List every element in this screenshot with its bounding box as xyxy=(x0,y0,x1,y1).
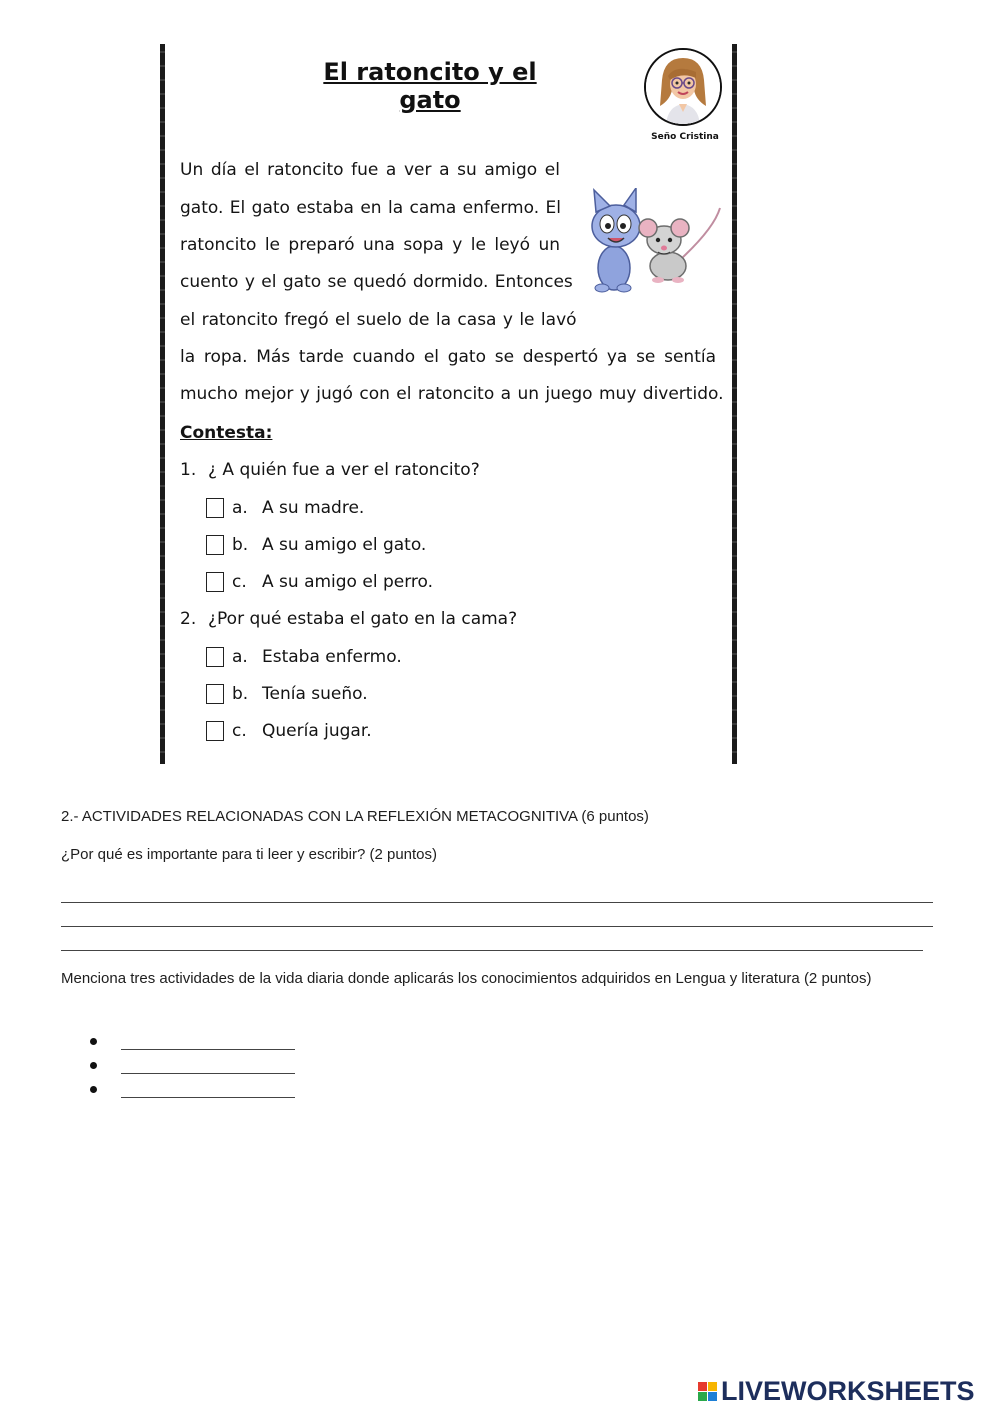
story-line: mucho mejor y jugó con el ratoncito a un juego muy divertido. xyxy=(180,384,724,404)
story-line: cuento y el gato se quedó dormido. Entonces xyxy=(180,272,573,292)
option-text: Tenía sueño. xyxy=(262,684,368,704)
teacher-avatar xyxy=(644,48,722,126)
story-line: gato. El gato estaba en la cama enfermo. El xyxy=(180,198,561,218)
option-text: A su amigo el gato. xyxy=(262,535,427,555)
option-1b[interactable] xyxy=(206,533,426,557)
cat-and-mouse-illustration xyxy=(584,188,724,298)
option-text: A su madre. xyxy=(262,498,365,518)
option-letter: c. xyxy=(232,721,247,741)
bullet-icon xyxy=(90,1086,97,1093)
logo-cube-cell xyxy=(698,1392,707,1401)
logo-cube-cell xyxy=(708,1392,717,1401)
option-text: Estaba enfermo. xyxy=(262,647,402,667)
card-left-border xyxy=(160,44,165,764)
checkbox[interactable] xyxy=(206,535,224,555)
question-number: 2. xyxy=(180,609,197,629)
reading-card xyxy=(160,44,740,764)
checkbox[interactable] xyxy=(206,721,224,741)
logo-cube-cell xyxy=(708,1382,717,1391)
option-letter: b. xyxy=(232,684,249,704)
option-1c[interactable] xyxy=(206,570,433,594)
story-line: la ropa. Más tarde cuando el gato se despertó ya se sentía xyxy=(180,347,716,367)
bullet-icon xyxy=(90,1062,97,1069)
logo-text: LIVEWORKSHEETS xyxy=(721,1376,975,1406)
option-letter: a. xyxy=(232,498,248,518)
bullet-icon xyxy=(90,1038,97,1045)
question-activities: Menciona tres actividades de la vida diaria donde aplicarás los conocimientos adquiridos en Lengua y literatura (2 puntos) xyxy=(61,970,872,987)
option-text: Quería jugar. xyxy=(262,721,372,741)
section-heading: 2.- ACTIVIDADES RELACIONADAS CON LA REFLEXIÓN METACOGNITIVA (6 puntos) xyxy=(61,808,649,825)
bullet-answer-line[interactable] xyxy=(121,1057,295,1074)
checkbox[interactable] xyxy=(206,498,224,518)
card-right-border xyxy=(732,44,737,764)
option-1a[interactable] xyxy=(206,496,364,520)
checkbox[interactable] xyxy=(206,572,224,592)
logo-cube-cell xyxy=(698,1382,707,1391)
option-2c[interactable] xyxy=(206,719,372,743)
story-line: el ratoncito fregó el suelo de la casa y le lavó xyxy=(180,310,577,330)
answer-line-2[interactable] xyxy=(61,926,933,927)
bullet-answer-1[interactable] xyxy=(90,1032,295,1050)
question-text: ¿Por qué estaba el gato en la cama? xyxy=(208,609,518,629)
option-letter: b. xyxy=(232,535,249,555)
question-1 xyxy=(180,460,480,480)
story-line: ratoncito le preparó una sopa y le leyó un xyxy=(180,235,560,255)
bullet-answer-line[interactable] xyxy=(121,1081,295,1098)
question-text: ¿ A quién fue a ver el ratoncito? xyxy=(208,460,480,480)
checkbox[interactable] xyxy=(206,684,224,704)
option-2b[interactable] xyxy=(206,682,368,706)
checkbox[interactable] xyxy=(206,647,224,667)
option-letter: c. xyxy=(232,572,247,592)
contesta-heading: Contesta: xyxy=(180,423,273,443)
answer-line-3[interactable] xyxy=(61,950,923,951)
answer-line-1[interactable] xyxy=(61,902,933,903)
avatar-caption: Seño Cristina xyxy=(651,132,719,142)
bullet-answer-3[interactable] xyxy=(90,1080,295,1098)
option-letter: a. xyxy=(232,647,248,667)
question-2 xyxy=(180,609,517,629)
story-line: Un día el ratoncito fue a ver a su amigo el xyxy=(180,160,560,180)
logo-cube-icon xyxy=(698,1382,717,1401)
bullet-answer-2[interactable] xyxy=(90,1056,295,1074)
story-title: El ratoncito y el gato xyxy=(323,58,537,114)
question-number: 1. xyxy=(180,460,197,480)
question-importance: ¿Por qué es importante para ti leer y escribir? (2 puntos) xyxy=(61,846,438,863)
option-2a[interactable] xyxy=(206,645,402,669)
bullet-answer-line[interactable] xyxy=(121,1033,295,1050)
liveworksheets-logo xyxy=(698,1376,975,1407)
option-text: A su amigo el perro. xyxy=(262,572,434,592)
